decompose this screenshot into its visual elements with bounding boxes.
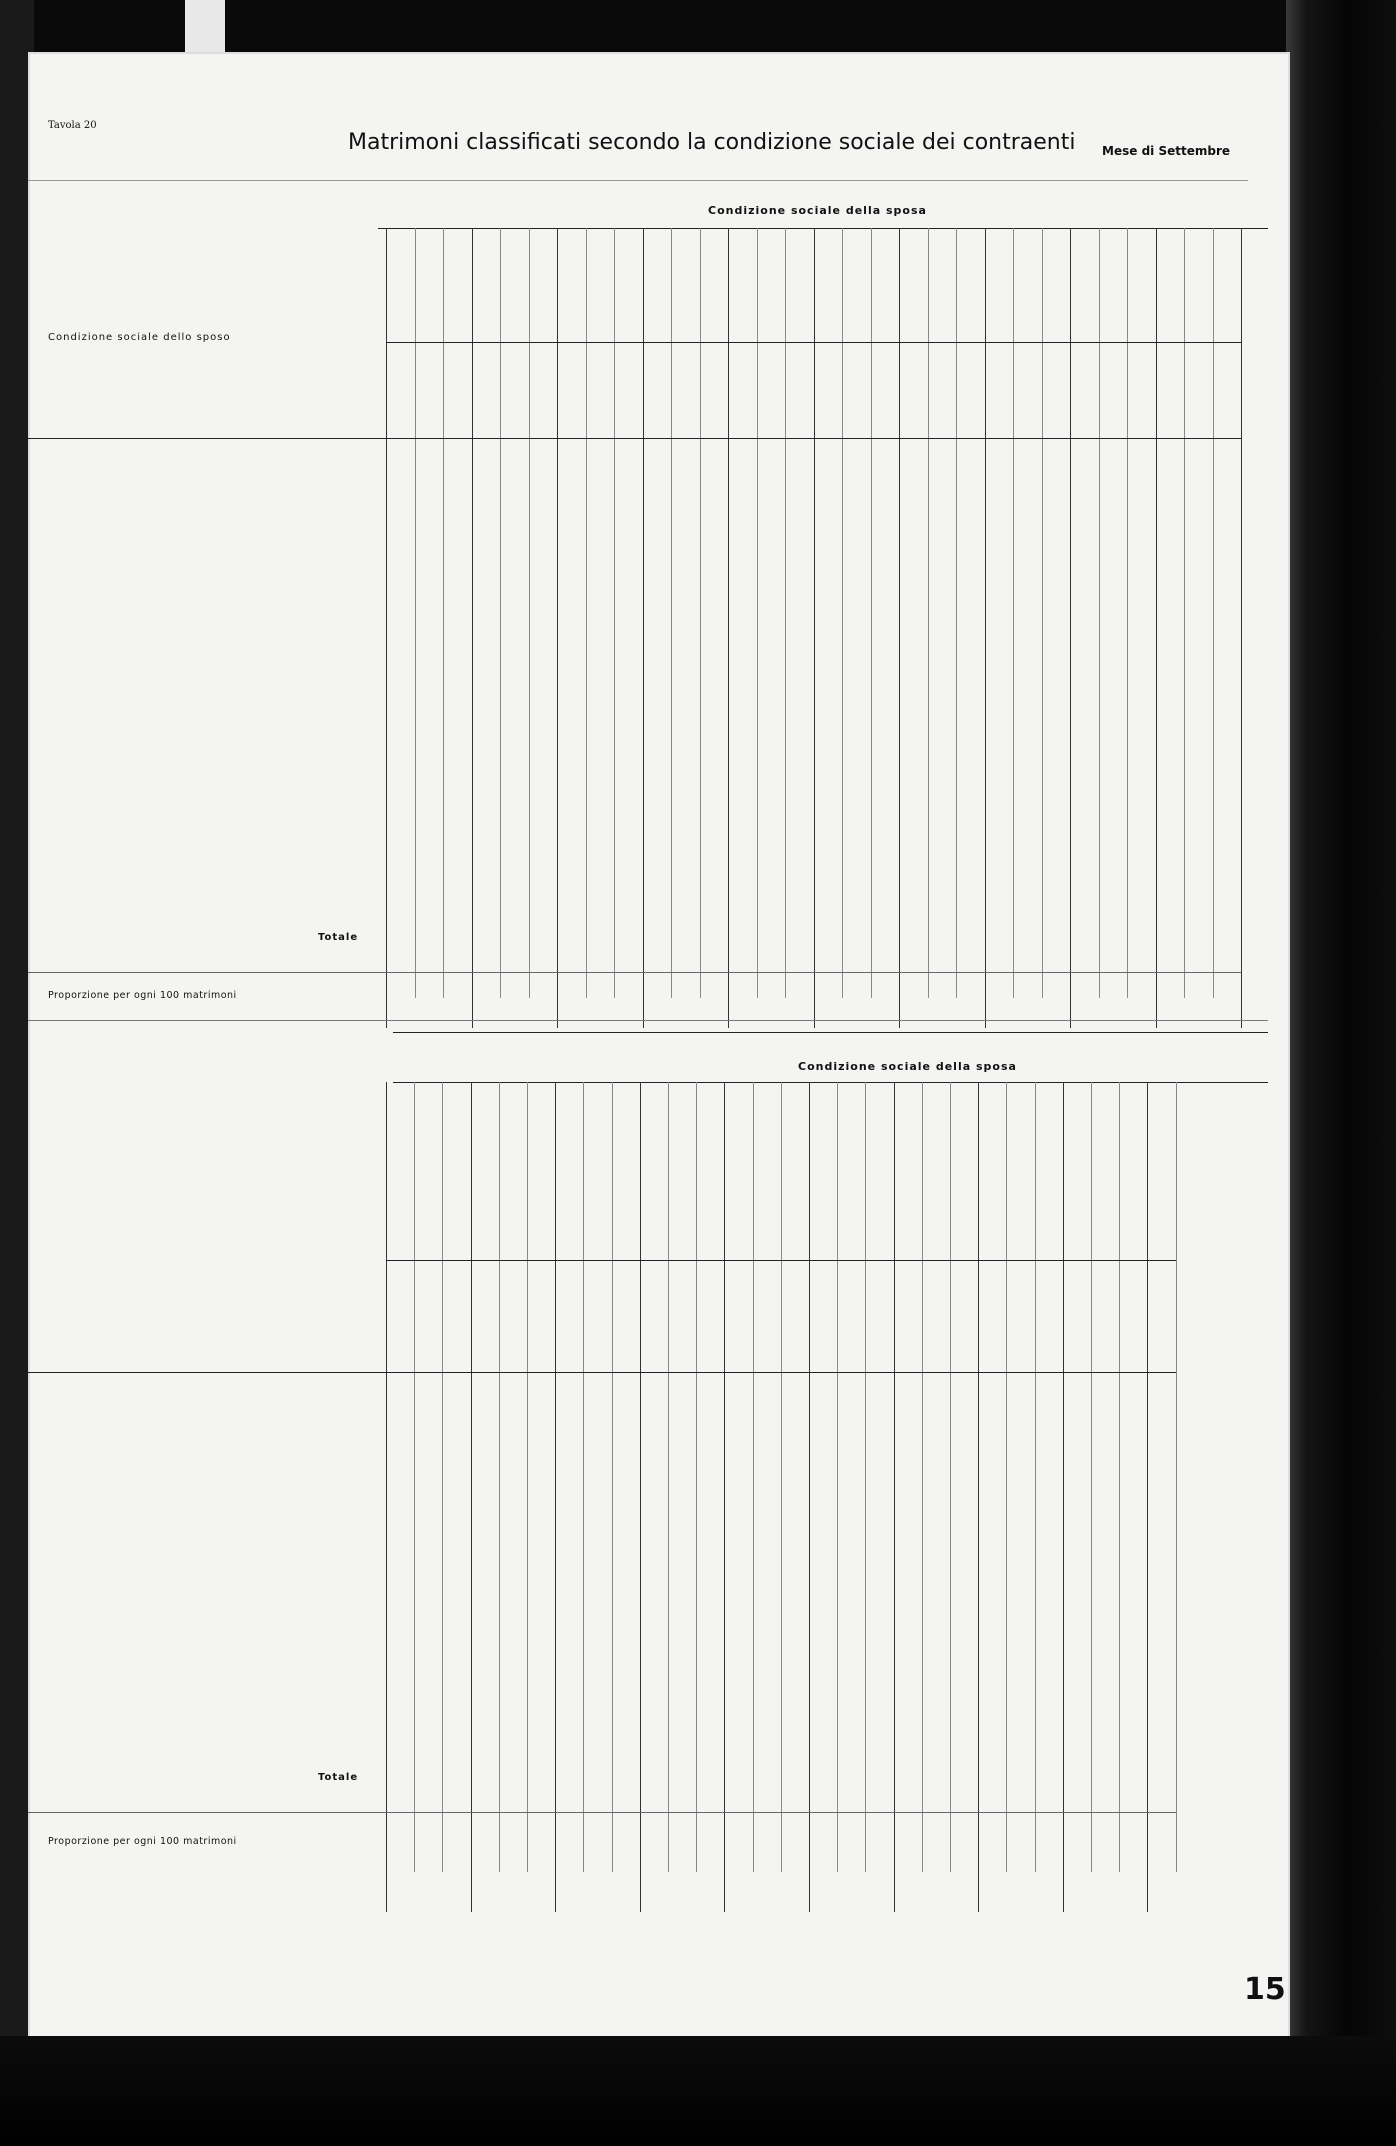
grid-line — [1035, 1082, 1036, 1872]
grid-line — [724, 1082, 725, 1912]
top-prop-label: Proporzione per ogni 100 matrimoni — [48, 990, 237, 1001]
grid-line — [1070, 228, 1071, 1028]
grid-line — [527, 1082, 528, 1872]
grid-line — [557, 228, 558, 1028]
rule — [28, 180, 1248, 181]
top-total-label: Totale — [318, 932, 359, 943]
grid-line — [643, 228, 644, 1028]
grid-line — [586, 228, 587, 998]
grid-line — [386, 342, 1241, 343]
grid-line — [1156, 228, 1157, 1028]
table-number: Tavola 20 — [48, 120, 97, 131]
grid-line — [865, 1082, 866, 1872]
grid-line — [899, 228, 900, 1028]
month-label: Mese di Settembre — [1102, 144, 1230, 158]
grid-line — [922, 1082, 923, 1872]
grid-line — [386, 1082, 387, 1912]
grid-line — [785, 228, 786, 998]
grid-line — [640, 1082, 641, 1912]
grid-line — [28, 1372, 1176, 1373]
grid-line — [753, 1082, 754, 1872]
grid-line — [871, 228, 872, 998]
grid-line — [415, 228, 416, 998]
grid-line — [442, 1082, 443, 1872]
document-page — [28, 52, 1290, 2042]
grid-line — [950, 1082, 951, 1872]
scan-border-right — [1286, 0, 1396, 2146]
grid-line — [956, 228, 957, 998]
grid-line — [28, 972, 1241, 973]
grid-line — [668, 1082, 669, 1872]
grid-line — [894, 1082, 895, 1912]
grid-line — [814, 228, 815, 1028]
grid-line — [1063, 1082, 1064, 1912]
grid-line — [471, 1082, 472, 1912]
grid-line — [614, 228, 615, 998]
grid-line — [1213, 228, 1214, 998]
rule — [393, 1082, 1268, 1083]
grid-line — [1006, 1082, 1007, 1872]
bottom-total-label: Totale — [318, 1772, 359, 1783]
top-sposa-header: Condizione sociale della sposa — [708, 204, 927, 217]
grid-line — [443, 228, 444, 998]
bottom-sposa-header: Condizione sociale della sposa — [798, 1060, 1017, 1073]
grid-line — [781, 1082, 782, 1872]
rule — [393, 1032, 1268, 1033]
grid-line — [696, 1082, 697, 1872]
grid-line — [1099, 228, 1100, 998]
grid-line — [1127, 228, 1128, 998]
grid-line — [978, 1082, 979, 1912]
grid-line — [386, 228, 387, 1028]
grid-line — [928, 228, 929, 998]
grid-line — [1042, 228, 1043, 998]
grid-line — [414, 1082, 415, 1872]
grid-line — [612, 1082, 613, 1872]
grid-line — [1184, 228, 1185, 998]
grid-line — [1119, 1082, 1120, 1872]
grid-line — [1241, 228, 1242, 1028]
grid-line — [1091, 1082, 1092, 1872]
page-number: 15 — [1244, 1972, 1286, 2007]
grid-line — [500, 228, 501, 998]
grid-line — [809, 1082, 810, 1912]
grid-line — [1176, 1082, 1177, 1872]
grid-line — [386, 1260, 1176, 1261]
grid-line — [499, 1082, 500, 1872]
grid-line — [1147, 1082, 1148, 1912]
bottom-prop-label: Proporzione per ogni 100 matrimoni — [48, 1836, 237, 1847]
grid-line — [1013, 228, 1014, 998]
grid-line — [757, 228, 758, 998]
grid-line — [728, 228, 729, 1028]
grid-line — [28, 1812, 1176, 1813]
rule — [378, 228, 1268, 229]
grid-line — [555, 1082, 556, 1912]
grid-line — [28, 438, 1241, 439]
grid-line — [583, 1082, 584, 1872]
top-sposo-header: Condizione sociale dello sposo — [48, 332, 231, 343]
page-title: Matrimoni classificati secondo la condizione sociale dei contraenti — [348, 130, 1076, 155]
grid-line — [529, 228, 530, 998]
grid-line — [837, 1082, 838, 1872]
grid-line — [842, 228, 843, 998]
grid-line — [472, 228, 473, 1028]
grid-line — [700, 228, 701, 998]
grid-line — [985, 228, 986, 1028]
grid-line — [671, 228, 672, 998]
scan-border-bottom — [0, 2036, 1396, 2146]
rule — [28, 1020, 1268, 1021]
